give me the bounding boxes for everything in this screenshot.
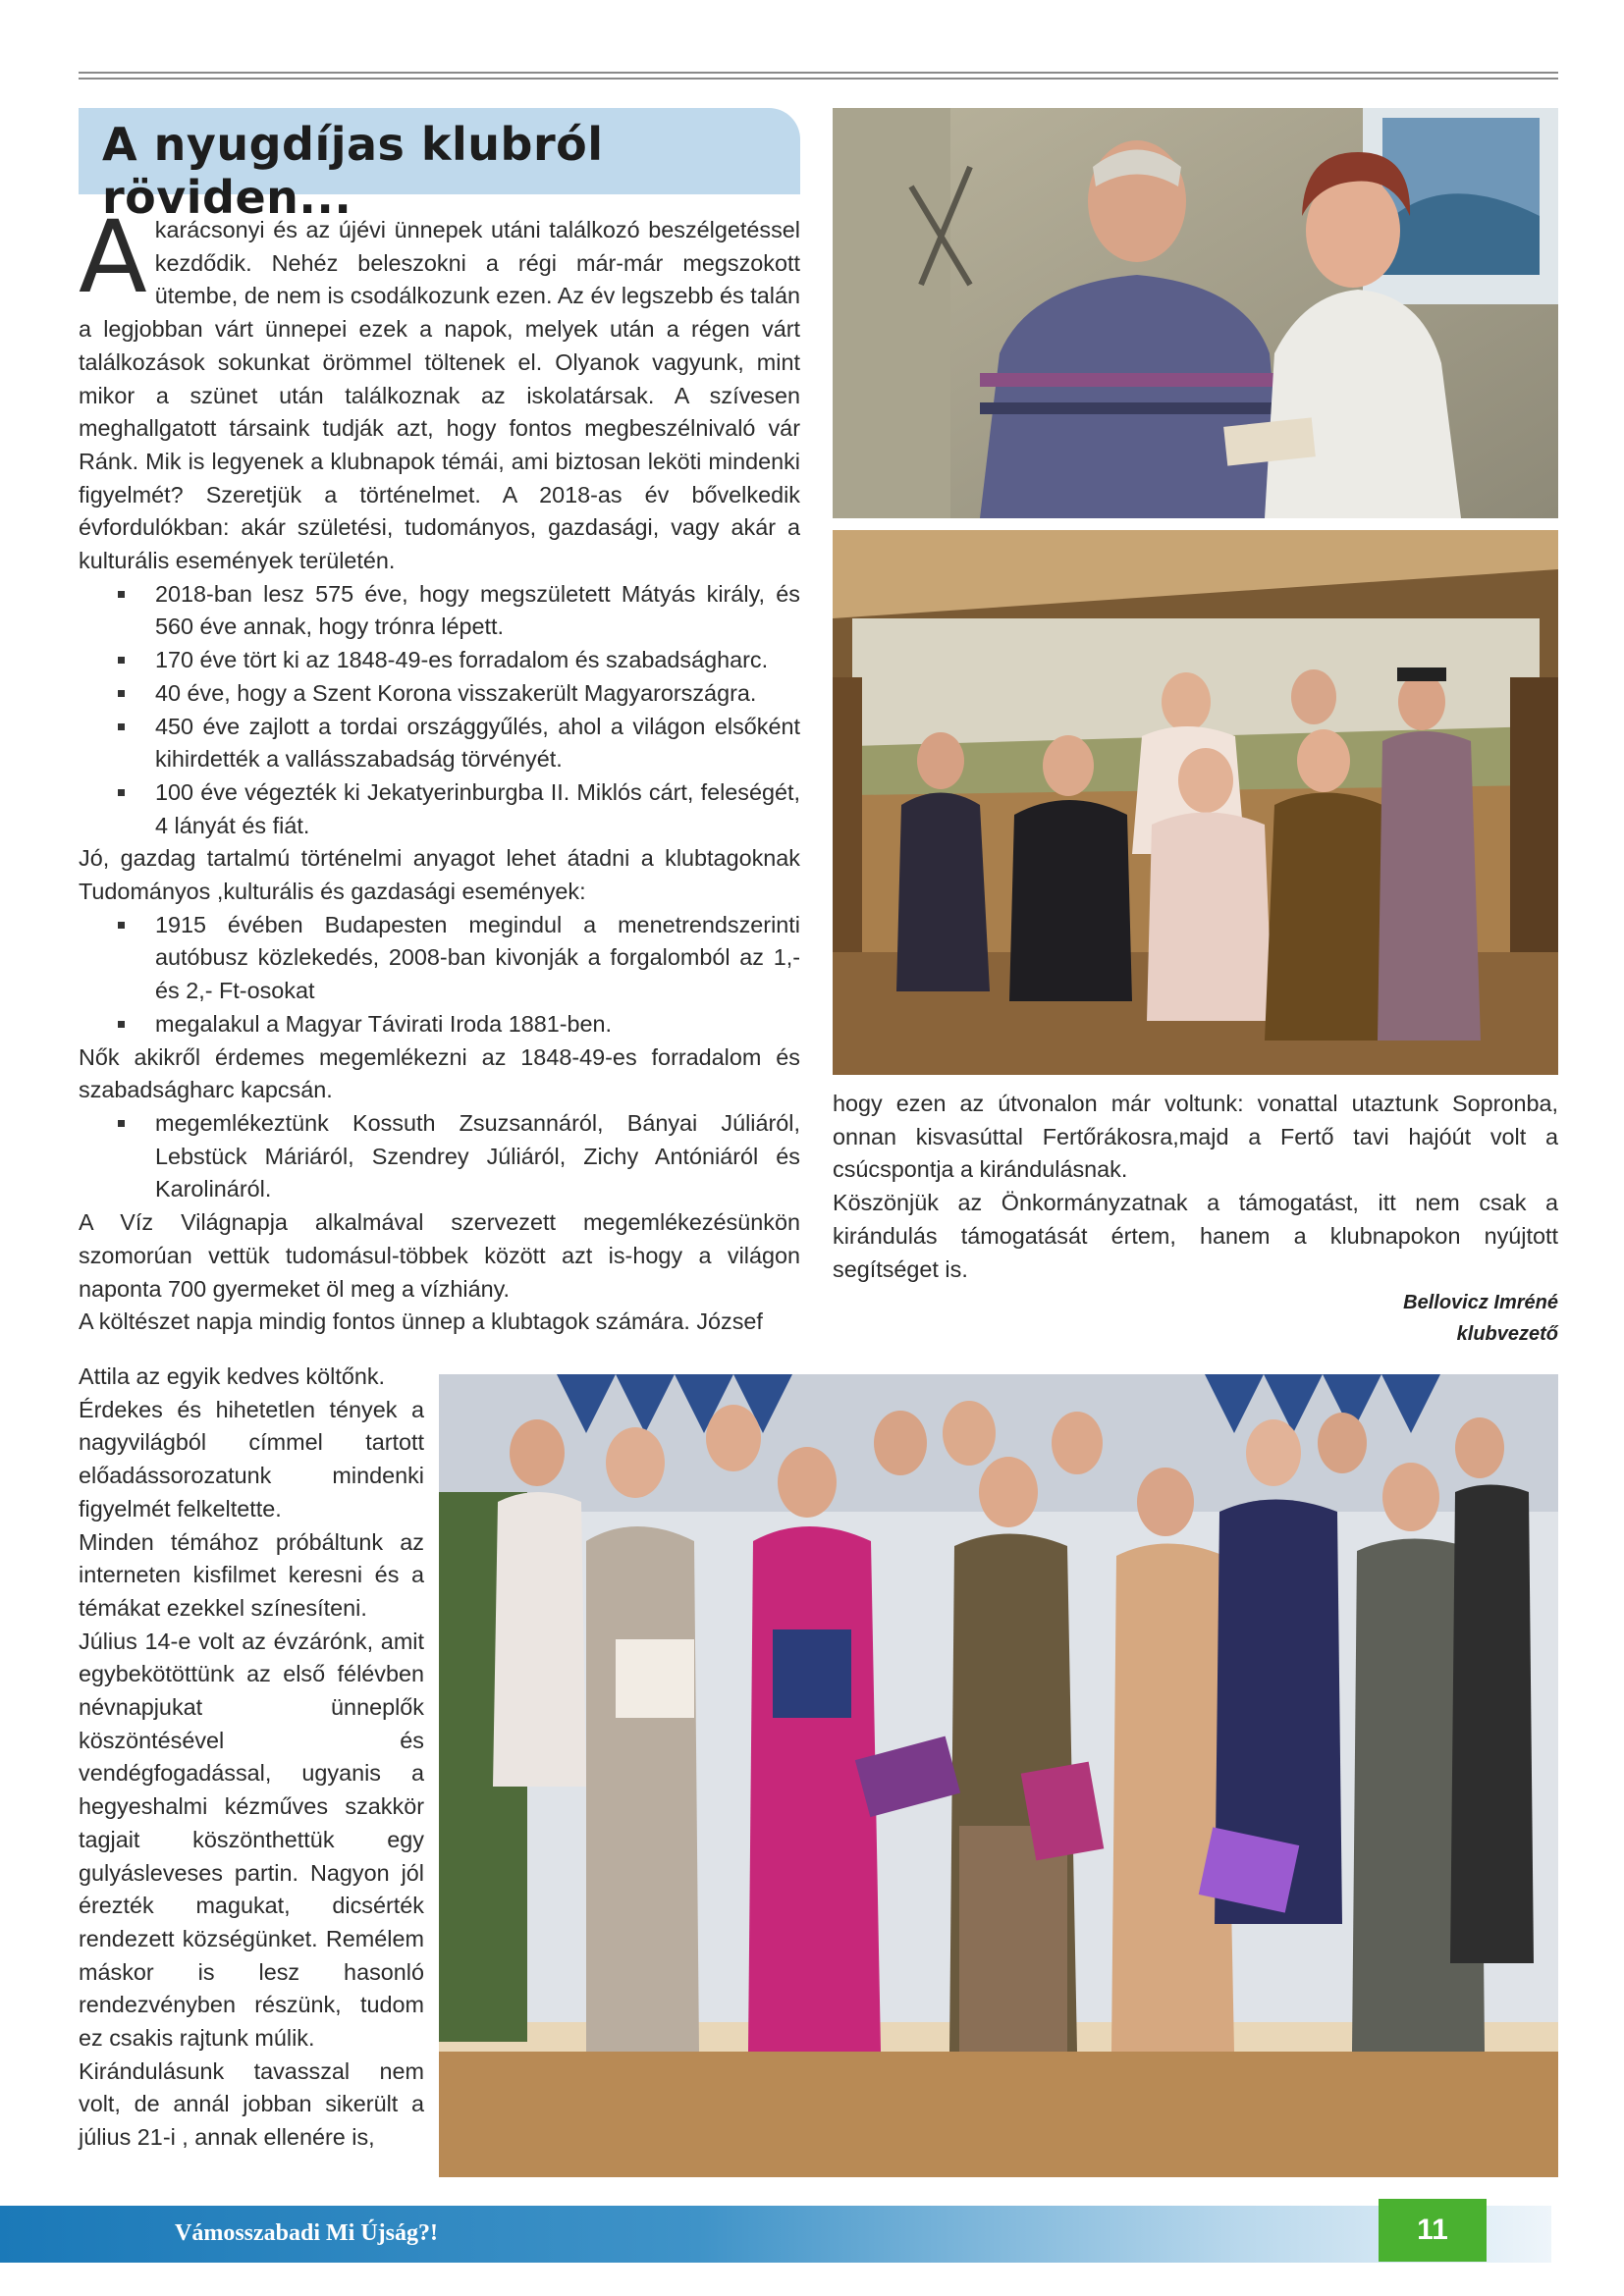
anniversary-list: [79, 578, 800, 843]
article-title: A nyugdíjas klubról röviden...: [102, 118, 604, 224]
photo-two-people: [833, 108, 1558, 518]
paragraph: Köszönjük az Önkormányzatnak a támogatást, itt nem csak a kirándulás támogatását értem, hanem a klubnapokon nyújtott segítséget is.: [833, 1190, 1558, 1282]
list-item: megemlékeztünk Kossuth Zsuzsannáról, Bányai Júliáról, Lebstück Máriáról, Szendrey Júliáról, Zichy Antóniáról és Karolináról.: [155, 1107, 800, 1206]
publication-name: Vámosszabadi Mi Újság?!: [175, 2220, 438, 2246]
paragraph: hogy ezen az útvonalon már voltunk: vonattal utaztunk Sopronba, onnan kisvasúttal Fertőrákosra,majd a Fertő tavi hajóút volt a csúcspontja a kirándulásnak.: [833, 1091, 1558, 1183]
paragraph: A költészet napja mindig fontos ünnep a klubtagok számára. József: [79, 1308, 763, 1335]
photo-seated-group-image: [833, 530, 1558, 1075]
paragraph: Attila az egyik kedves költőnk.: [79, 1363, 386, 1389]
list-item: 100 éve végezték ki Jekatyerinburgba II. Miklós cárt, feleségét, 4 lányát és fiát.: [155, 776, 800, 842]
signature-name: Bellovicz Imréné: [1403, 1292, 1558, 1313]
photo-two-people-image: [833, 108, 1558, 518]
events-list: [79, 909, 800, 1041]
paragraph: Nők akikről érdemes megemlékezni az 1848-49-es forradalom és szabadságharc kapcsán.: [79, 1043, 800, 1103]
narrow-column: [79, 1361, 424, 2155]
paragraph: Július 14-e volt az évzárónk, amit egybekötöttünk az első félévben névnapjukat ünneplők köszöntésével és vendégfogadással, ugyanis a hegyeshalmi kézműves szakkör tagjait köszönthettük egy gulyásleveses partin. Nagyon jól érezték magukat, dicsérték rendezett községünket. Remélem máskor is lesz hasonló rendezvényben részünk, tudom ez csakis rajtunk múlik.: [79, 1628, 424, 2052]
list-item: 40 éve, hogy a Szent Korona visszakerült Magyarországra.: [155, 677, 800, 711]
list-item: 450 éve zajlott a tordai országgyűlés, ahol a világon elsőként kihirdették a vallásszabadság törvényét.: [155, 711, 800, 776]
intro-paragraph: A karácsonyi és az újévi ünnepek utáni találkozó beszélgetéssel kezdődik. Nehéz beleszokni a régi már-már megszokott ütembe, de nem is csodálkozunk ezen. Az év legszebb és talán a legjobban várt ünnepei ezek a napok, melyek után a régen várt találkozások sokunkat örömmel töltenek el. Olyanok vagyunk, mint mikor a szünet után találkoznak az iskolatársak. A szívesen meghallgatott társaink tudják azt, hogy fontos megbeszélnivaló vár Ránk. Mik is legyenek a klubnapok témái, ami biztosan leköti mindenki figyelmét? Szeretjük a történelmet. A 2018-as év bővelkedik évfordulókban: akár születési, tudományos, gazdasági, vagy akár a kulturális események területén.: [79, 199, 800, 574]
top-rule: [79, 72, 1558, 74]
list-item: megalakul a Magyar Távirati Iroda 1881-ben.: [155, 1008, 800, 1041]
paragraph: Érdekes és hihetetlen tények a nagyvilágból címmel tartott előadássorozatunk mindenki figyelmét felkeltette.: [79, 1396, 424, 1522]
main-column: [79, 199, 800, 1339]
signature-role: klubvezető: [1456, 1323, 1558, 1345]
title-box: [79, 108, 800, 224]
women-list: [79, 1107, 800, 1206]
paragraph: Minden témához próbáltunk az interneten kisfilmet keresni és a témákat ezekkel színesíteni.: [79, 1528, 424, 1621]
photo-seated-group: [833, 530, 1558, 1075]
top-rule-2: [79, 78, 1558, 80]
photo-large-group: [439, 1374, 1558, 2177]
drop-cap: A: [79, 199, 147, 316]
photo-large-group-image: [439, 1374, 1558, 2177]
list-item: 170 éve tört ki az 1848-49-es forradalom és szabadságharc.: [155, 644, 800, 677]
list-item: 1915 évében Budapesten megindul a menetrendszerinti autóbusz közlekedés, 2008-ban kivonják a forgalomból az 1,- és 2,- Ft-osokat: [155, 909, 800, 1008]
list-item: 2018-ban lesz 575 éve, hogy megszületett Mátyás király, és 560 éve annak, hogy trónra lépett.: [155, 578, 800, 644]
paragraph: A Víz Világnapja alkalmával szervezett megemlékezésünkön szomorúan vettük tudomásul-többek között azt is-hogy a világon naponta 700 gyermeket öl meg a vízhiány.: [79, 1209, 800, 1302]
paragraph: Kirándulásunk tavasszal nem volt, de annál jobban sikerült a július 21-i , annak ellenére is,: [79, 2057, 424, 2151]
right-column: [833, 1088, 1558, 1286]
page-number: 11: [1379, 2199, 1487, 2262]
paragraph: Jó, gazdag tartalmú történelmi anyagot lehet átadni a klubtagoknak Tudományos ,kulturális és gazdasági események:: [79, 845, 800, 905]
